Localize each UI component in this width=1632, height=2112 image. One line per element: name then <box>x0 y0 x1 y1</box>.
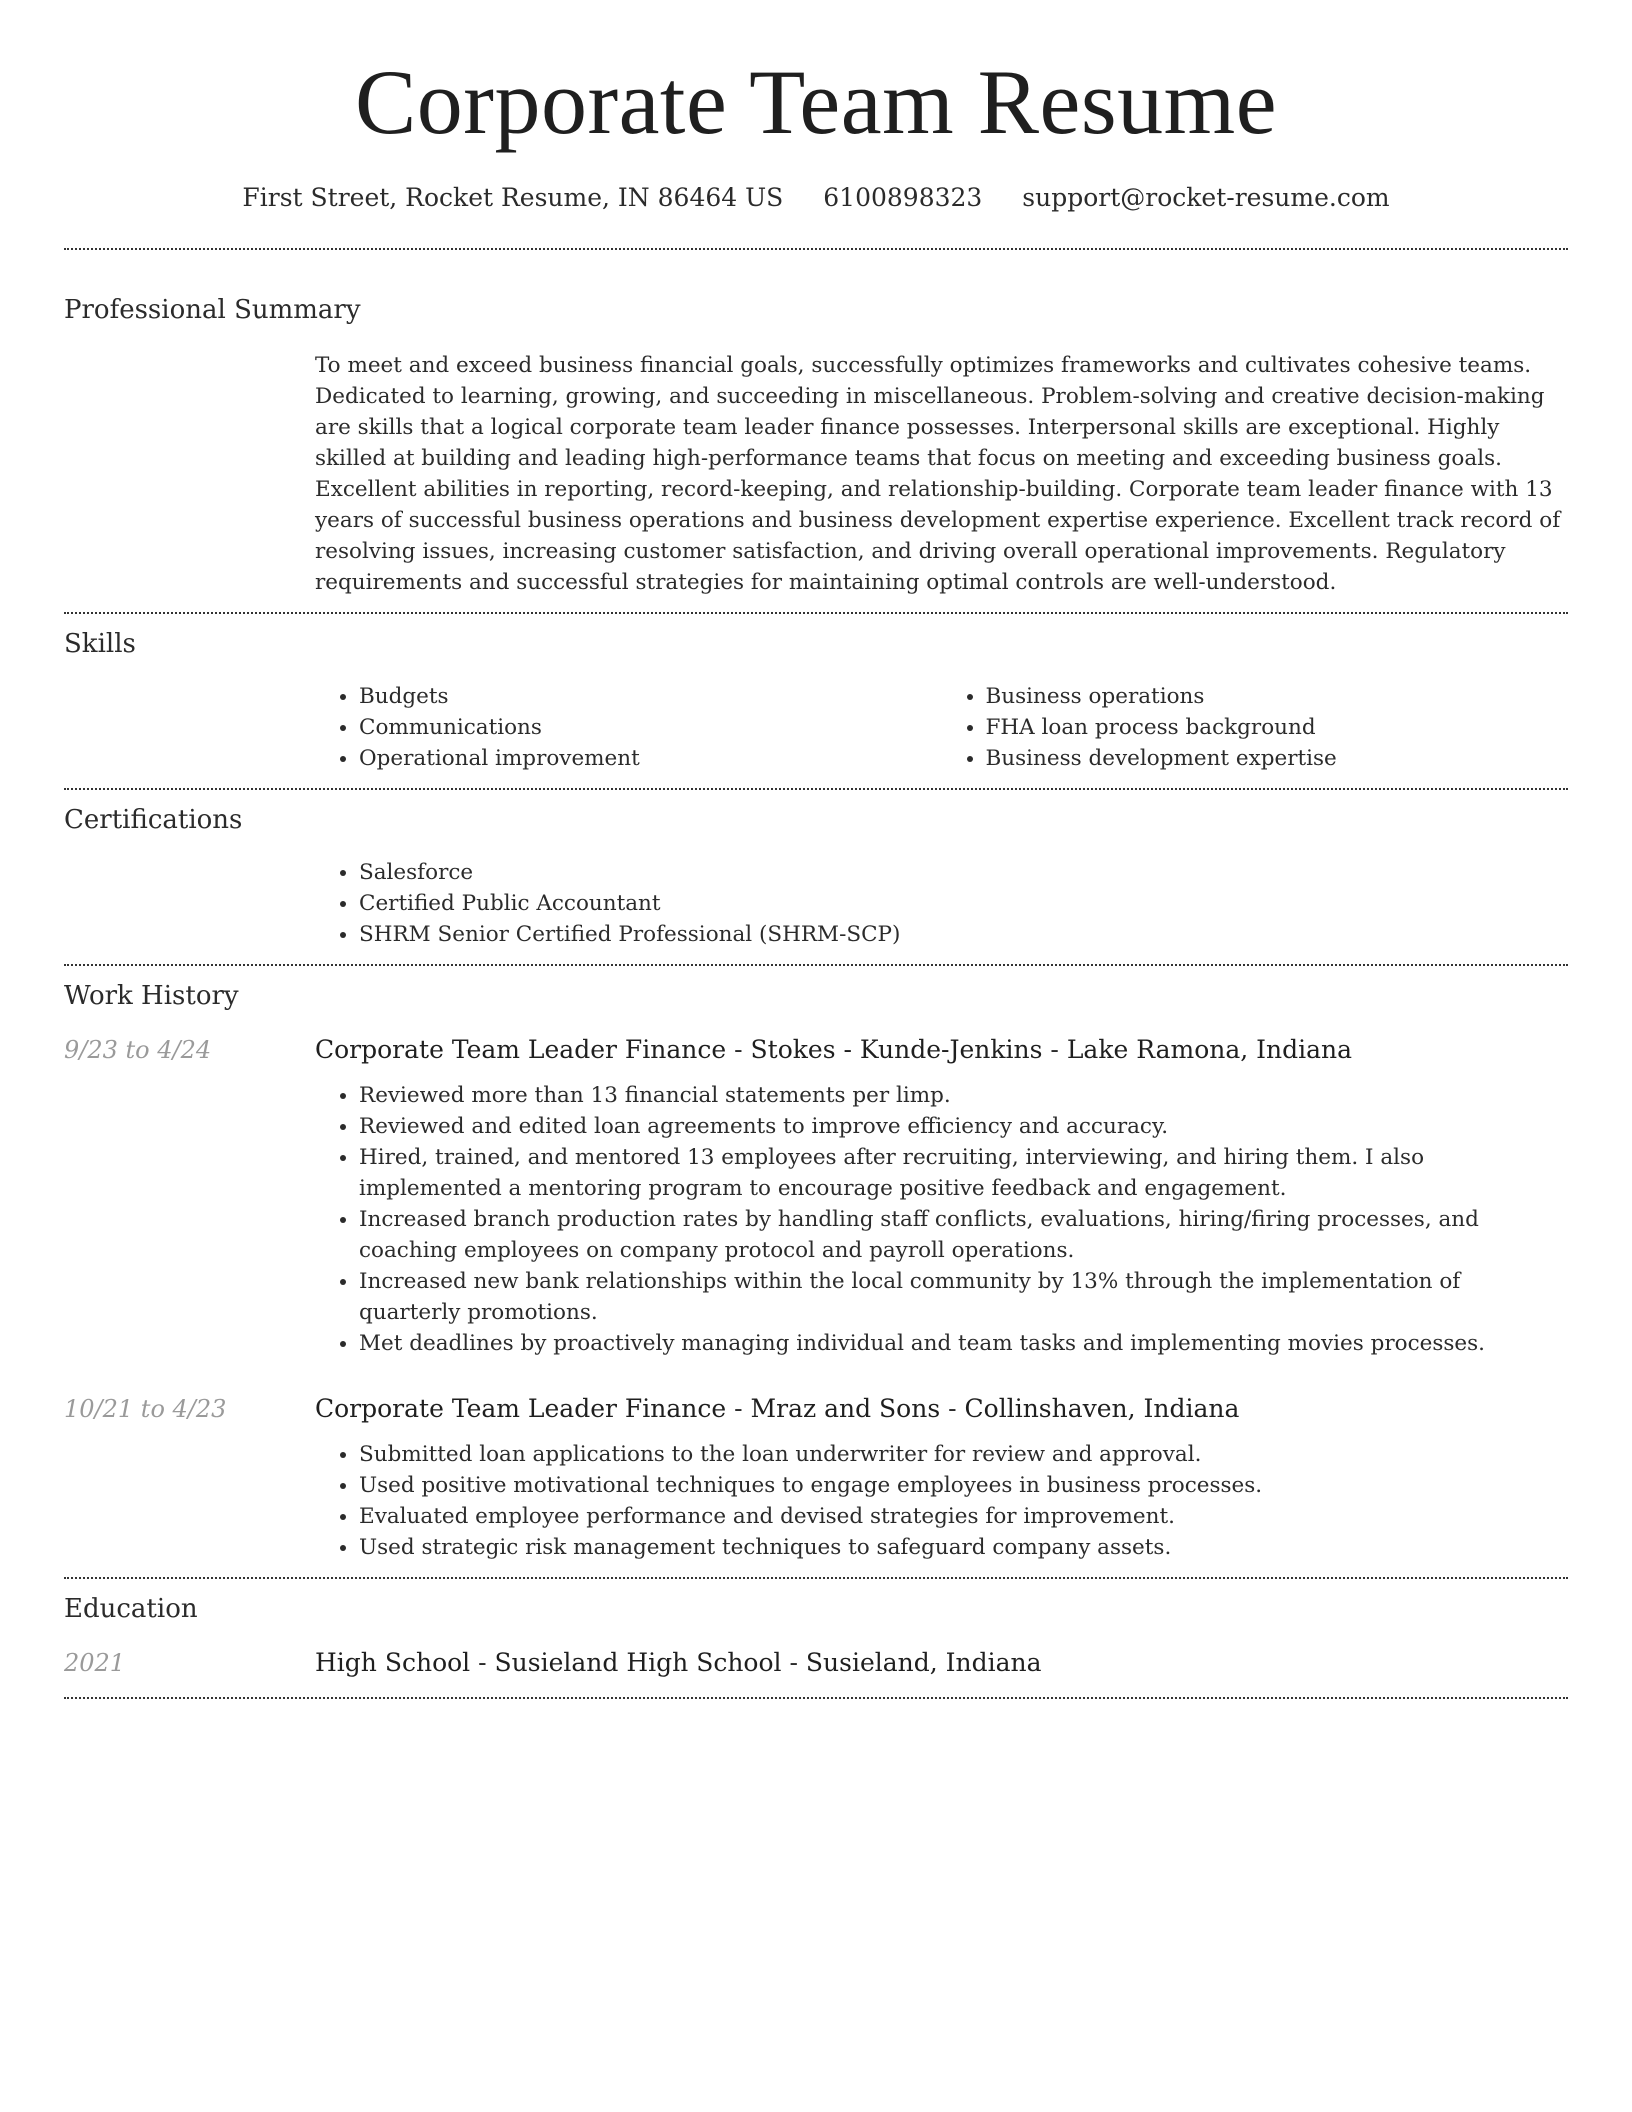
job-company: Stokes - Kunde-Jenkins <box>750 1035 1043 1064</box>
summary-section <box>64 294 1568 598</box>
separator: - <box>789 1648 798 1677</box>
resume-name: Corporate Team Resume <box>354 51 1278 153</box>
list-item: • Used strategic risk management techniques to safeguard company assets. <box>359 1532 1568 1563</box>
list-item: • SHRM Senior Certified Professional (SHRM-SCP) <box>359 919 1568 950</box>
job-entry <box>64 1393 1568 1563</box>
section-title-summary: Professional Summary <box>64 295 361 325</box>
job-company: Mraz and Sons <box>750 1394 941 1423</box>
education-year: 2021 <box>64 1649 126 1677</box>
skills-section <box>64 628 1568 774</box>
list-item: • Communications <box>359 712 942 743</box>
divider <box>64 1577 1568 1579</box>
education-school: Susieland High School <box>494 1648 782 1677</box>
education-heading <box>315 1647 1568 1679</box>
job-heading <box>315 1393 1568 1425</box>
certifications-section <box>64 804 1568 950</box>
list-item: • Business development expertise <box>986 743 1569 774</box>
separator: - <box>948 1394 957 1423</box>
list-item: • Budgets <box>359 681 942 712</box>
section-title-certifications: Certifications <box>64 805 243 835</box>
divider <box>64 788 1568 790</box>
job-dates: 10/21 to 4/23 <box>64 1395 227 1423</box>
divider <box>64 964 1568 966</box>
divider <box>64 248 1568 250</box>
certifications-list <box>315 857 1568 950</box>
separator: - <box>734 1035 743 1064</box>
job-dates: 9/23 to 4/24 <box>64 1036 212 1064</box>
contact-email: support@rocket-resume.com <box>1022 183 1390 212</box>
list-item: • Business operations <box>986 681 1569 712</box>
list-item: • Submitted loan applications to the loan underwriter for review and approval. <box>359 1439 1568 1470</box>
summary-text: To meet and exceed business financial goals, successfully optimizes frameworks and cultivates cohesive teams. Dedicated to learning, growing, and succeeding in miscellaneous. Problem-solving and creative decision-making are skills that a logical corporate team leader finance possesses. Interpersonal skills are exceptional. Highly skilled at building and leading high-performance teams that focus on meeting and exceeding business goals. Excellent abilities in reporting, record-keeping, and relationship-building. Corporate team leader finance with 13 years of successful business operations and business development expertise experience. Excellent track record of resolving issues, increasing customer satisfaction, and driving overall operational improvements. Regulatory requirements and successful strategies for maintaining optimal controls are well-understood. <box>315 353 1561 595</box>
list-item: • Hired, trained, and mentored 13 employees after recruiting, interviewing, and hiring them. I also implemented a mentoring program to encourage positive feedback and engagement. <box>359 1142 1568 1204</box>
list-item: • Increased branch production rates by handling staff conflicts, evaluations, hiring/firing processes, and coaching employees on company protocol and payroll operations. <box>359 1204 1568 1266</box>
separator: - <box>478 1648 487 1677</box>
education-degree: High School <box>315 1648 471 1677</box>
education-entry <box>64 1647 1568 1679</box>
divider <box>64 1697 1568 1699</box>
list-item: • FHA loan process background <box>986 712 1569 743</box>
job-heading <box>315 1034 1568 1066</box>
list-item: • Met deadlines by proactively managing individual and team tasks and implementing movies processes. <box>359 1328 1568 1359</box>
contact-line <box>64 182 1568 214</box>
list-item: • Used positive motivational techniques to engage employees in business processes. <box>359 1470 1568 1501</box>
list-item: • Reviewed more than 13 financial statements per limp. <box>359 1080 1568 1111</box>
list-item: • Evaluated employee performance and devised strategies for improvement. <box>359 1501 1568 1532</box>
contact-address: First Street, Rocket Resume, IN 86464 US <box>242 183 784 212</box>
skills-list-left <box>315 681 942 774</box>
list-item: • Certified Public Accountant <box>359 888 1568 919</box>
job-bullets <box>315 1439 1568 1563</box>
list-item: • Increased new bank relationships within the local community by 13% through the implementation of quarterly promotions. <box>359 1266 1568 1328</box>
skills-list-right <box>942 681 1569 774</box>
separator: - <box>734 1394 743 1423</box>
separator: - <box>1050 1035 1059 1064</box>
work-section <box>64 980 1568 1577</box>
contact-phone: 6100898323 <box>823 183 983 212</box>
list-item: • Reviewed and edited loan agreements to improve efficiency and accuracy. <box>359 1111 1568 1142</box>
section-title-work: Work History <box>64 981 239 1011</box>
section-title-skills: Skills <box>64 629 136 659</box>
job-location: Collinshaven, Indiana <box>964 1394 1240 1423</box>
job-bullets <box>315 1080 1568 1359</box>
list-item: • Salesforce <box>359 857 1568 888</box>
education-section <box>64 1593 1568 1697</box>
job-location: Lake Ramona, Indiana <box>1066 1035 1353 1064</box>
job-title: Corporate Team Leader Finance <box>315 1394 727 1423</box>
job-entry <box>64 1034 1568 1359</box>
education-location: Susieland, Indiana <box>805 1648 1042 1677</box>
section-title-education: Education <box>64 1594 198 1624</box>
job-title: Corporate Team Leader Finance <box>315 1035 727 1064</box>
divider <box>64 612 1568 614</box>
list-item: • Operational improvement <box>359 743 942 774</box>
